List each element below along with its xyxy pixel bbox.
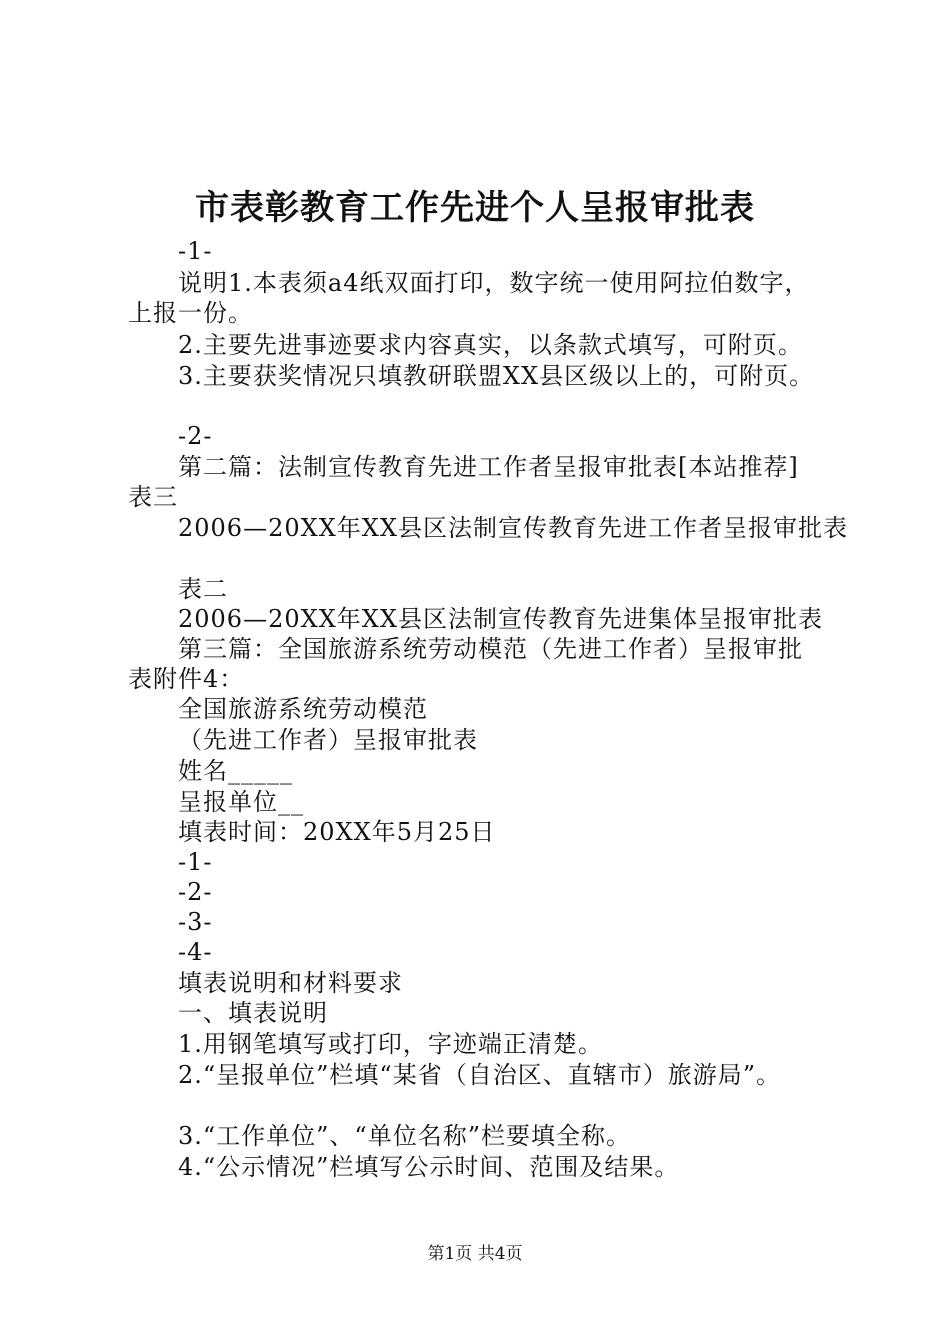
text-line: 2.主要先进事迹要求内容真实，以条款式填写，可附页。 bbox=[178, 331, 803, 359]
text-line: 一、填表说明 bbox=[178, 999, 328, 1027]
form-field-name: 姓名_____ bbox=[178, 757, 293, 785]
page-marker: -1- bbox=[178, 237, 213, 265]
page-marker: -4- bbox=[178, 938, 213, 966]
text-line: 说明1.本表须a4纸双面打印，数字统一使用阿拉伯数字， bbox=[178, 269, 810, 297]
page-marker: -1- bbox=[178, 848, 213, 876]
text-line: 上报一份。 bbox=[128, 299, 253, 327]
form-field-unit: 呈报单位__ bbox=[178, 788, 304, 816]
text-line: 全国旅游系统劳动模范 bbox=[178, 695, 428, 723]
text-line: 填表说明和材料要求 bbox=[178, 969, 403, 997]
text-line: 4.“公示情况”栏填写公示时间、范围及结果。 bbox=[178, 1153, 680, 1181]
text-line: （先进工作者）呈报审批表 bbox=[178, 726, 478, 754]
page-footer: 第1页 共4页 bbox=[427, 1244, 523, 1264]
text-line: 表二 bbox=[178, 575, 228, 603]
page-marker: -2- bbox=[178, 878, 213, 906]
text-line: 2006—20XX年XX县区法制宣传教育先进工作者呈报审批表 bbox=[178, 514, 848, 542]
text-line: 2006—20XX年XX县区法制宣传教育先进集体呈报审批表 bbox=[178, 605, 823, 633]
form-field-date: 填表时间：20XX年5月25日 bbox=[178, 818, 496, 846]
text-line: 表附件4： bbox=[128, 665, 245, 693]
text-line: 表三 bbox=[128, 483, 178, 511]
document-title: 市表彰教育工作先进个人呈报审批表 bbox=[195, 188, 755, 228]
text-line: 2.“呈报单位”栏填“某省（自治区、直辖市）旅游局”。 bbox=[178, 1061, 781, 1089]
section-heading: 第三篇：全国旅游系统劳动模范（先进工作者）呈报审批 bbox=[178, 635, 803, 663]
text-line: 1.用钢笔填写或打印，字迹端正清楚。 bbox=[178, 1030, 603, 1058]
section-heading: 第二篇：法制宣传教育先进工作者呈报审批表[本站推荐] bbox=[178, 453, 799, 481]
text-line: 3.主要获奖情况只填教研联盟XX县区级以上的，可附页。 bbox=[178, 362, 815, 390]
page-marker: -3- bbox=[178, 908, 213, 936]
text-line: 3.“工作单位”、“单位名称”栏要填全称。 bbox=[178, 1122, 631, 1150]
page-marker: -2- bbox=[178, 422, 213, 450]
